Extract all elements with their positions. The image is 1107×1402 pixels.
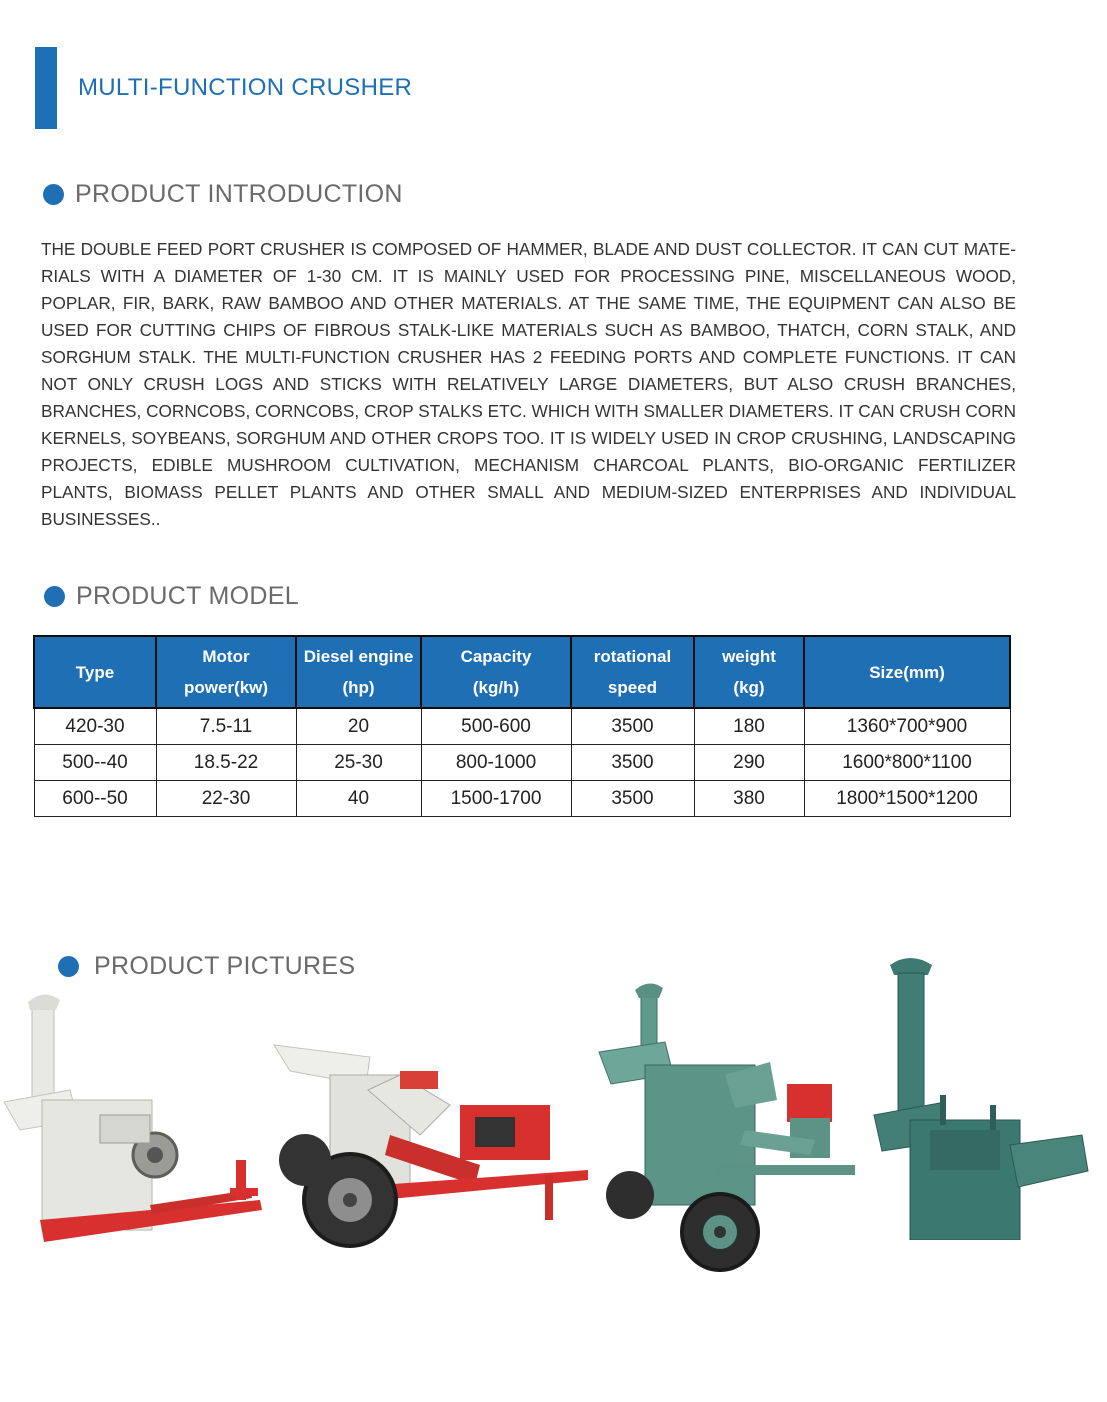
table-cell: 3500 bbox=[571, 708, 694, 745]
table-cell: 18.5-22 bbox=[156, 745, 296, 781]
table-header-cell: Type bbox=[34, 636, 156, 708]
section-label: PRODUCT MODEL bbox=[76, 582, 299, 610]
title-accent-bar bbox=[35, 47, 57, 129]
table-row bbox=[34, 708, 1010, 745]
table-cell: 3500 bbox=[571, 781, 694, 817]
bullet-dot-icon bbox=[43, 184, 64, 205]
table-cell: 800-1000 bbox=[421, 745, 571, 781]
table-cell: 7.5-11 bbox=[156, 708, 296, 745]
table-cell: 22-30 bbox=[156, 781, 296, 817]
table-cell: 420-30 bbox=[34, 708, 156, 745]
model-spec-table bbox=[33, 635, 1011, 817]
crusher-photo-white-red-frame bbox=[0, 990, 270, 1250]
table-cell: 1360*700*900 bbox=[804, 708, 1010, 745]
bullet-dot-icon bbox=[44, 586, 65, 607]
table-row bbox=[34, 745, 1010, 781]
product-pictures bbox=[0, 960, 1107, 1290]
section-heading-model bbox=[44, 582, 299, 611]
table-cell: 1600*800*1100 bbox=[804, 745, 1010, 781]
table-header-cell: Size(mm) bbox=[804, 636, 1010, 708]
table-header-cell: Capacity (kg/h) bbox=[421, 636, 571, 708]
table-cell: 20 bbox=[296, 708, 421, 745]
introduction-paragraph: THE DOUBLE FEED PORT CRUSHER IS COMPOSED OF HAMMER, BLADE AND DUST COLLECTOR. IT CAN CUT MATERIALS WITH A DIAMETER OF 1-30 CM. IT IS MAINLY USED FOR PROCESSING PINE, MISCELLANEOUS WOOD, POPLAR, FIR, BARK, RAW BAMBOO AND OTHER MATERIALS. AT THE SAME TIME, THE EQUIPMENT CAN ALSO BE USED FOR CUTTING CHIPS OF FIBROUS STALK-LIKE MATERIALS SUCH AS BAMBOO, THATCH, CORN STALK, AND SORGHUM STALK. THE MULTI-FUNCTION CRUSHER HAS 2 FEEDING PORTS AND COMPLETE FUNCTIONS. IT CAN NOT ONLY CRUSH LOGS AND STICKS WITH RELATIVELY LARGE DIAMETERS, BUT ALSO CRUSH BRANCHES, BRANCHES, CORNCOBS, CORNCOBS, CROP STALKS ETC. WHICH WITH SMALLER DIAMETERS. IT CAN CRUSH CORN KERNELS, SOYBEANS, SORGHUM AND OTHER CROPS TOO. IT IS WIDELY USED IN CROP CRUSHING, LANDSCAPING PROJECTS, EDIBLE MUSHROOM CULTIVATION, MECHANISM CHARCOAL PLANTS, BIO-ORGANIC FERTILIZER PLANTS, BIOMASS PELLET PLANTS AND OTHER SMALL AND MEDIUM-SIZED ENTERPRISES AND INDIVIDUAL BUSINESSES.. bbox=[41, 239, 1016, 529]
section-heading-introduction bbox=[43, 180, 403, 209]
table-cell: 600--50 bbox=[34, 781, 156, 817]
table-header-cell: Motor power(kw) bbox=[156, 636, 296, 708]
table-cell: 180 bbox=[694, 708, 804, 745]
table-cell: 3500 bbox=[571, 745, 694, 781]
table-cell: 40 bbox=[296, 781, 421, 817]
table-cell: 25-30 bbox=[296, 745, 421, 781]
table-header-row bbox=[34, 636, 1010, 708]
table-cell: 1800*1500*1200 bbox=[804, 781, 1010, 817]
table-header-cell: Diesel engine (hp) bbox=[296, 636, 421, 708]
crusher-photo-green-diesel bbox=[595, 980, 860, 1285]
table-cell: 380 bbox=[694, 781, 804, 817]
table-cell: 1500-1700 bbox=[421, 781, 571, 817]
crusher-photo-dark-green bbox=[870, 955, 1095, 1240]
crusher-photo-diesel-trailer bbox=[270, 1035, 595, 1250]
table-cell: 290 bbox=[694, 745, 804, 781]
page-title: MULTI-FUNCTION CRUSHER bbox=[78, 74, 413, 101]
table-cell: 500-600 bbox=[421, 708, 571, 745]
section-label: PRODUCT INTRODUCTION bbox=[75, 180, 403, 208]
table-cell: 500--40 bbox=[34, 745, 156, 781]
table-header-cell: weight (kg) bbox=[694, 636, 804, 708]
table-header-cell: rotational speed bbox=[571, 636, 694, 708]
section-label: PRODUCT PICTURES bbox=[94, 952, 356, 980]
table-row bbox=[34, 781, 1010, 817]
